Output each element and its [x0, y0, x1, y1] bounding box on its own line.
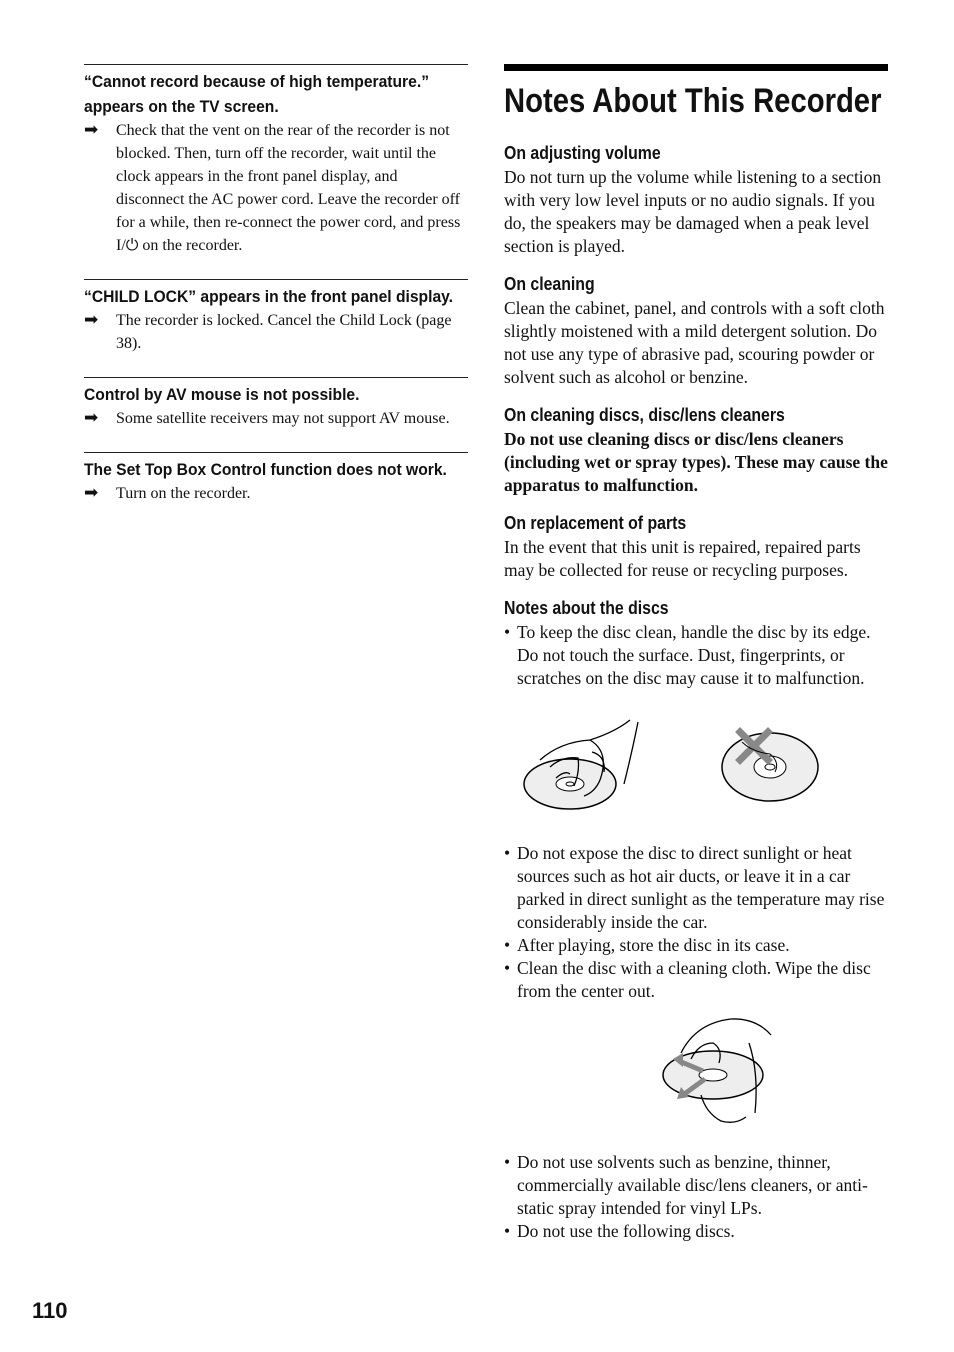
list-item-text: To keep the disc clean, handle the disc by its edge. Do not touch the surface. Dust, fingerprints, or scratches on the disc may cause it to malfunction.	[517, 622, 871, 688]
issue-av-mouse	[84, 377, 468, 430]
issue-child-lock	[84, 279, 468, 355]
issue-heading: “Cannot record because of high temperature.” appears on the TV screen.	[84, 72, 430, 116]
list-item	[504, 1220, 888, 1243]
hand-holding-disc-icon	[520, 712, 660, 817]
arrow-icon: ➡	[84, 408, 99, 428]
bullet-icon: •	[504, 843, 511, 863]
solution-text: Some satellite receivers may not support AV mouse.	[116, 410, 450, 427]
bullet-icon: •	[504, 1221, 511, 1241]
do-not-touch-disc-icon	[700, 712, 840, 817]
discs-bullets-b	[504, 842, 888, 1003]
discs-heading: Notes about the discs	[504, 598, 669, 618]
cleaning-discs-heading: On cleaning discs, disc/lens cleaners	[504, 405, 785, 425]
solution-item	[84, 482, 468, 505]
cleaning-heading: On cleaning	[504, 274, 595, 294]
solution-item	[84, 119, 468, 257]
page-number: 110	[32, 1298, 68, 1323]
disc-handling-illustrations	[520, 712, 888, 822]
solution-text: Check that the vent on the rear of the recorder is not blocked. Then, turn off the recorder, wait until the clock appears in the front panel display, and disconnect the AC power cord. Leave the recorder off for a while, then re-connect the power cord, and press I/⏻ on the recorder.	[116, 122, 461, 254]
bullet-icon: •	[504, 958, 511, 978]
troubleshooting-column	[84, 64, 468, 527]
issue-heading: The Set Top Box Control function does not work.	[84, 460, 447, 479]
wiping-disc-icon	[651, 1013, 781, 1131]
issue-heading: “CHILD LOCK” appears in the front panel display.	[84, 287, 454, 306]
disc-wiping-illustration	[544, 1013, 888, 1133]
list-item	[504, 957, 888, 1003]
issue-heading: Control by AV mouse is not possible.	[84, 385, 360, 404]
replacement-text: In the event that this unit is repaired, repaired parts may be collected for reuse or recycling purposes.	[504, 537, 861, 580]
cleaning-discs-warning: Do not use cleaning discs or disc/lens cleaners (including wet or spray types). These may cause the apparatus to malfunction.	[504, 429, 888, 495]
cleaning-text: Clean the cabinet, panel, and controls with a soft cloth slightly moistened with a mild detergent solution. Do not use any type of abrasive pad, scouring powder or solvent such as alcohol or benzine.	[504, 298, 885, 387]
solution-item	[84, 407, 468, 430]
list-item-text: After playing, store the disc in its case.	[517, 935, 790, 955]
issue-high-temperature	[84, 64, 468, 257]
bullet-icon: •	[504, 622, 511, 642]
arrow-icon: ➡	[84, 310, 99, 330]
solution-text: Turn on the recorder.	[116, 485, 251, 502]
list-item-text: Do not use solvents such as benzine, thinner, commercially available disc/lens cleaners, or anti-static spray intended for vinyl LPs.	[517, 1152, 868, 1218]
arrow-icon: ➡	[84, 120, 99, 140]
list-item	[504, 842, 888, 934]
page-title: Notes About This Recorder	[504, 82, 882, 120]
title-rule	[504, 64, 888, 127]
list-item-text: Clean the disc with a cleaning cloth. Wipe the disc from the center out.	[517, 958, 871, 1001]
list-item	[504, 1151, 888, 1220]
solution-item	[84, 309, 468, 355]
discs-bullets-a	[504, 621, 888, 690]
volume-text: Do not turn up the volume while listening to a section with very low level inputs or no audio signals. If you do, the speakers may be damaged when a peak level section is played.	[504, 167, 882, 256]
replacement-heading: On replacement of parts	[504, 513, 687, 533]
list-item-text: Do not expose the disc to direct sunlight or heat sources such as hot air ducts, or leave it in a car parked in direct sunlight as the temperature may rise considerably inside the car.	[517, 843, 885, 932]
volume-heading: On adjusting volume	[504, 143, 661, 163]
bullet-icon: •	[504, 1152, 511, 1172]
discs-bullets-c	[504, 1151, 888, 1243]
solution-text: The recorder is locked. Cancel the Child Lock (page 38).	[116, 312, 452, 352]
arrow-icon: ➡	[84, 483, 99, 503]
list-item-text: Do not use the following discs.	[517, 1221, 735, 1241]
issue-set-top-box	[84, 452, 468, 505]
bullet-icon: •	[504, 935, 511, 955]
list-item	[504, 621, 888, 690]
list-item	[504, 934, 888, 957]
notes-column	[504, 64, 888, 1243]
